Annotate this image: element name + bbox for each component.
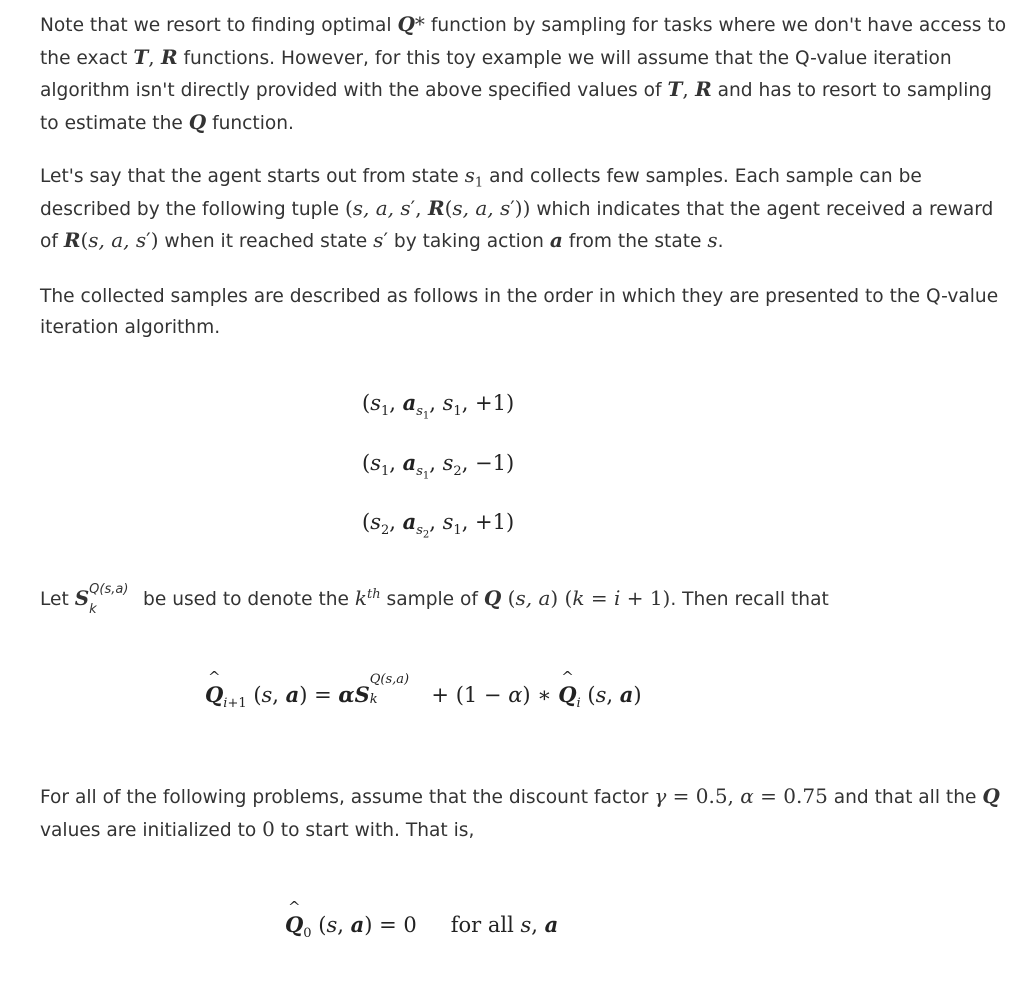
- order-paragraph: The collected samples are described as follows in the order in which they are presented to the Q-value iteration algorithm.: [40, 286, 999, 338]
- initialization-equation: Q $\^{}_0$ (s, a) = 0 for all s, a: [285, 912, 558, 937]
- sample-1: ($s_1$, $a_{s_1}$, $s_1$, +1): [362, 390, 515, 422]
- assumptions-paragraph: For all of the following problems, assume that the discount factor γ = 0.5, α = 0.75 and that all the Q values are initialized to 0 to start with. That is,: [40, 784, 1000, 841]
- samples-intro-paragraph: Let's say that the agent starts out from state $s_1$ and collects few samples. Each sample can be described by the following tuple (s, a, s′, R(s, a, s′)) which indicates that the agent received a reward of R(s, a, s′) when it reached state s′ by taking action a from the state s.: [40, 163, 994, 252]
- sample-2: ($s_1$, $a_{s_1}$, $s_2$, −1): [362, 450, 515, 482]
- intro-paragraph: Note that we resort to finding optimal Q* function by sampling for tasks where we don't have access to the exact T, R functions. However, for this toy example we will assume that the Q-value iteration algorithm isn't directly provided with the above specified values of T, R and has to resort to sampling to estimate the Q function.: [40, 12, 1007, 134]
- update-equation: Q $\^{}_{i+1}$ (s, a) = αS Q(s,a) k + (1 − α) ∗ Q $\^{}_i$ (s, a): [205, 682, 642, 707]
- sample-notation-paragraph: Let S Q(s,a) k be used to denote the $k^{th}$ sample of Q (s, a) (k = i + 1). Then recall that: [40, 582, 829, 617]
- sample-3: ($s_2$, $a_{s_2}$, $s_1$, +1): [362, 509, 515, 541]
